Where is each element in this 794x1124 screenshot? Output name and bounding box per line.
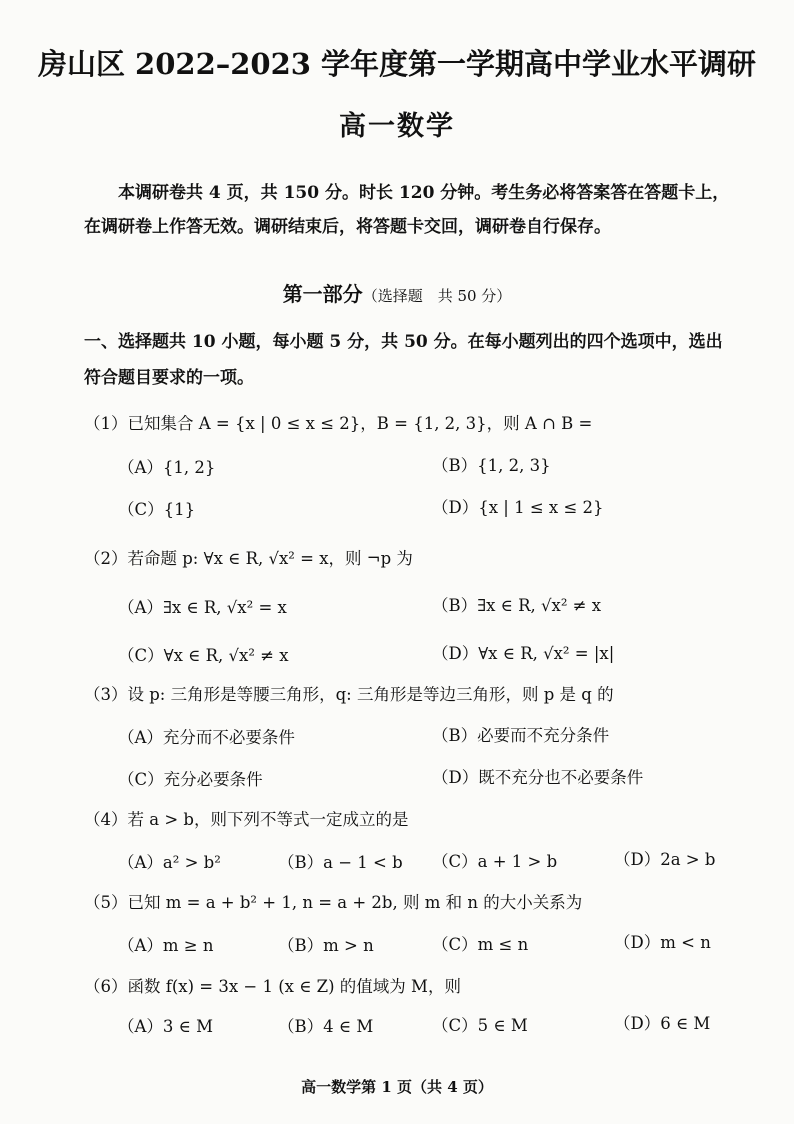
- question-1-option-d: （D）{x | 1 ≤ x ≤ 2}: [432, 498, 604, 517]
- exam-title: 房山区 2022–2023 学年度第一学期高中学业水平调研: [37, 47, 757, 81]
- question-6-option-b: （B）4 ∈ M: [278, 1017, 374, 1036]
- question-6-option-d: （D）6 ∈ M: [614, 1014, 711, 1033]
- question-5-option-b: （B）m > n: [278, 936, 374, 955]
- question-5-option-a: （A）m ≥ n: [118, 936, 214, 955]
- question-4-option-a: （A）a² > b²: [118, 853, 221, 872]
- question-2-option-b: （B）∃x ∈ R, √x² ≠ x: [432, 596, 602, 615]
- question-5-option-c: （C）m ≤ n: [432, 935, 529, 954]
- question-2-stem: （2）若命题 p: ∀x ∈ R, √x² = x，则 ¬p 为: [84, 549, 413, 568]
- question-1-stem: （1）已知集合 A = {x | 0 ≤ x ≤ 2}，B = {1, 2, 3}，则 A ∩ B =: [84, 414, 593, 433]
- question-5-option-d: （D）m < n: [614, 933, 711, 952]
- exam-subject: 高一数学: [339, 111, 455, 142]
- question-2-option-c: （C）∀x ∈ R, √x² ≠ x: [118, 646, 289, 665]
- question-3-option-b: （B）必要而不充分条件: [432, 726, 610, 745]
- question-1-option-b: （B）{1, 2, 3}: [432, 456, 551, 475]
- question-3-stem: （3）设 p: 三角形是等腰三角形，q: 三角形是等边三角形，则 p 是 q 的: [84, 685, 614, 704]
- exam-instructions: 本调研卷共 4 页，共 150 分。时长 120 分钟。考生务必将答案答在答题卡上，在调研卷上作答无效。调研结束后，将答题卡交回，调研卷自行保存。: [84, 183, 730, 237]
- question-1-option-a: （A）{1, 2}: [118, 458, 216, 477]
- question-5-stem: （5）已知 m = a + b² + 1, n = a + 2b, 则 m 和 n 的大小关系为: [84, 893, 583, 912]
- question-4-option-c: （C）a + 1 > b: [432, 852, 558, 871]
- page-footer: 高一数学第 1 页（共 4 页）: [301, 1078, 493, 1096]
- part-heading: [0, 278, 794, 307]
- question-3-option-d: （D）既不充分也不必要条件: [432, 768, 644, 787]
- question-6-option-a: （A）3 ∈ M: [118, 1017, 214, 1036]
- section-instructions: 一、选择题共 10 小题，每小题 5 分，共 50 分。在每小题列出的四个选项中，选出符合题目要求的一项。: [84, 332, 723, 388]
- question-4-option-d: （D）2a > b: [614, 850, 716, 869]
- part-title: 第一部分: [282, 282, 363, 306]
- question-3-option-c: （C）充分必要条件: [118, 770, 263, 789]
- question-1-option-c: （C）{1}: [118, 500, 196, 519]
- question-2-option-d: （D）∀x ∈ R, √x² = |x|: [432, 644, 615, 663]
- question-2-option-a: （A）∃x ∈ R, √x² = x: [118, 598, 287, 617]
- part-note: （选择题 共 50 分）: [362, 287, 512, 305]
- question-6-option-c: （C）5 ∈ M: [432, 1016, 528, 1035]
- question-4-option-b: （B）a − 1 < b: [278, 853, 403, 872]
- question-6-stem: （6）函数 f(x) = 3x − 1 (x ∈ Z) 的值域为 M，则: [84, 977, 461, 996]
- question-3-option-a: （A）充分而不必要条件: [118, 728, 295, 747]
- question-4-stem: （4）若 a > b，则下列不等式一定成立的是: [84, 810, 409, 829]
